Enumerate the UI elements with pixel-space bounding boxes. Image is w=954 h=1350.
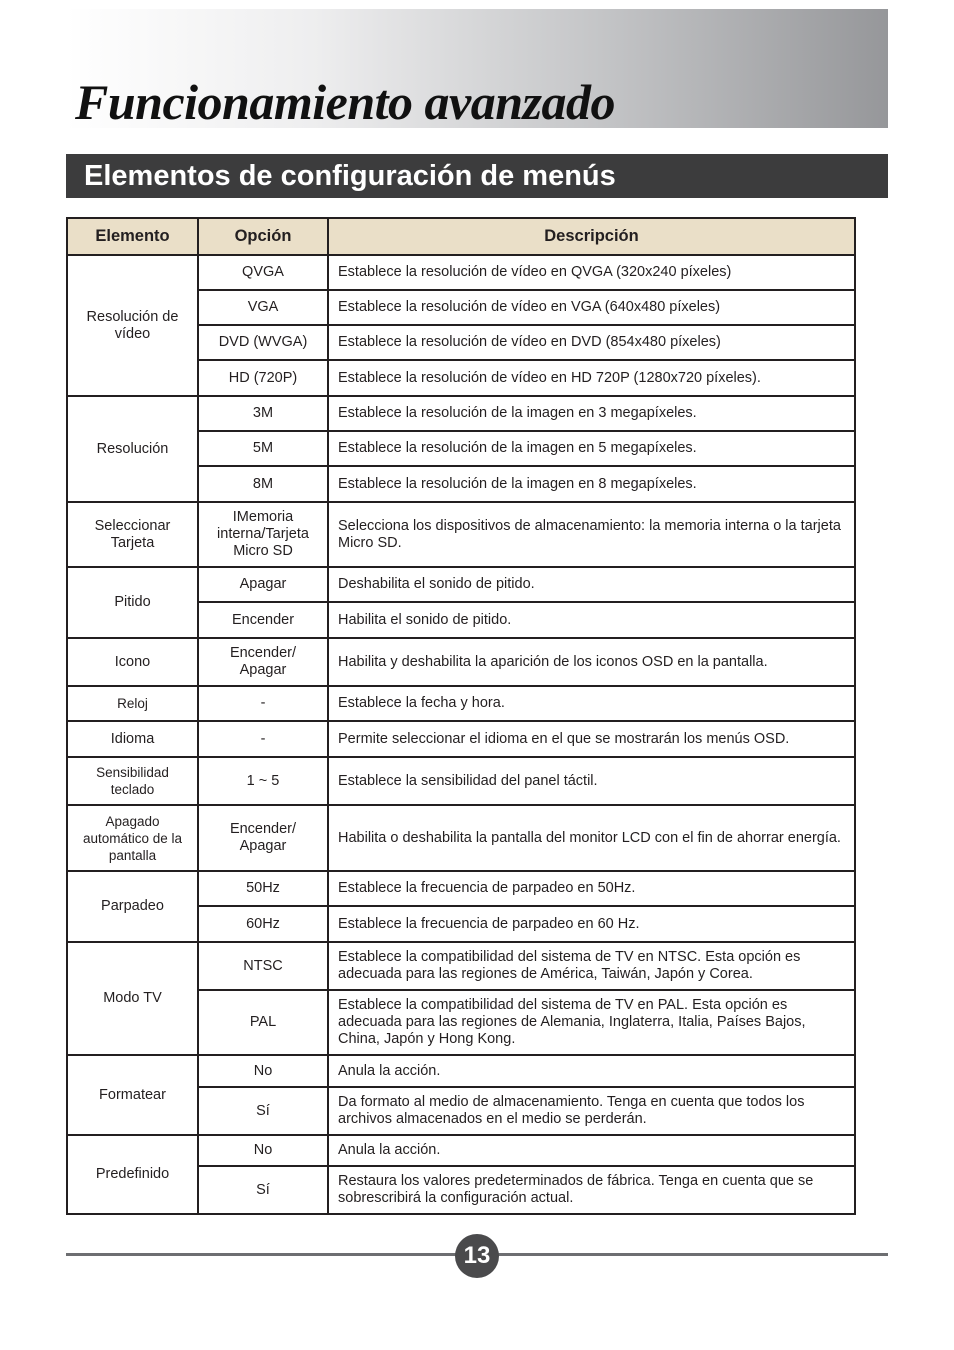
table-row	[67, 871, 855, 906]
option-cell: Apagar	[198, 567, 328, 602]
description-cell: Establece la resolución de la imagen en 3 megapíxeles.	[328, 396, 855, 431]
element-cell: Idioma	[67, 721, 198, 757]
table-row	[67, 1135, 855, 1166]
description-cell: Establece la frecuencia de parpadeo en 50Hz.	[328, 871, 855, 906]
element-cell: Resolución	[67, 396, 198, 502]
option-cell: Encender/ Apagar	[198, 805, 328, 871]
table-row	[67, 396, 855, 431]
option-cell: 5M	[198, 431, 328, 466]
description-cell: Establece la resolución de vídeo en HD 720P (1280x720 píxeles).	[328, 360, 855, 396]
table-row	[67, 638, 855, 686]
description-cell: Establece la compatibilidad del sistema de TV en NTSC. Esta opción es adecuada para las regiones de América, Taiwán, Japón y Corea.	[328, 942, 855, 990]
header-option: Opción	[198, 218, 328, 255]
option-cell: HD (720P)	[198, 360, 328, 396]
element-cell: Resolución de vídeo	[67, 255, 198, 396]
table-row	[67, 757, 855, 805]
option-cell: 60Hz	[198, 906, 328, 942]
option-cell: Encender/ Apagar	[198, 638, 328, 686]
description-cell: Anula la acción.	[328, 1055, 855, 1087]
description-cell: Establece la compatibilidad del sistema de TV en PAL. Esta opción es adecuada para las regiones de Alemania, Inglaterra, Italia, Países Bajos, China, Japón y Hong Kong.	[328, 990, 855, 1055]
option-cell: -	[198, 721, 328, 757]
description-cell: Establece la resolución de vídeo en VGA (640x480 píxeles)	[328, 290, 855, 325]
description-cell: Establece la resolución de vídeo en DVD (854x480 píxeles)	[328, 325, 855, 360]
option-cell: 3M	[198, 396, 328, 431]
option-cell: DVD (WVGA)	[198, 325, 328, 360]
option-cell: NTSC	[198, 942, 328, 990]
element-cell: Apagado automático de la pantalla	[67, 805, 198, 871]
element-cell: Modo TV	[67, 942, 198, 1055]
description-cell: Establece la resolución de vídeo en QVGA (320x240 píxeles)	[328, 255, 855, 290]
section-title: Elementos de configuración de menús	[84, 160, 616, 192]
option-cell: No	[198, 1135, 328, 1166]
option-cell: 8M	[198, 466, 328, 502]
description-cell: Establece la fecha y hora.	[328, 686, 855, 721]
description-cell: Habilita y deshabilita la aparición de los iconos OSD en la pantalla.	[328, 638, 855, 686]
table-row	[67, 686, 855, 721]
table-header-row	[67, 218, 855, 255]
description-cell: Establece la resolución de la imagen en 8 megapíxeles.	[328, 466, 855, 502]
option-cell: No	[198, 1055, 328, 1087]
element-cell: Icono	[67, 638, 198, 686]
option-cell: Encender	[198, 602, 328, 638]
option-cell: VGA	[198, 290, 328, 325]
menu-settings-table	[66, 217, 856, 1215]
header-description: Descripción	[328, 218, 855, 255]
table-row	[67, 721, 855, 757]
description-cell: Establece la frecuencia de parpadeo en 60 Hz.	[328, 906, 855, 942]
element-cell: Sensibilidad teclado	[67, 757, 198, 805]
option-cell: PAL	[198, 990, 328, 1055]
element-cell: Reloj	[67, 686, 198, 721]
option-cell: Sí	[198, 1087, 328, 1135]
description-cell: Establece la sensibilidad del panel táctil.	[328, 757, 855, 805]
table-row	[67, 255, 855, 290]
description-cell: Selecciona los dispositivos de almacenamiento: la memoria interna o la tarjeta Micro SD.	[328, 502, 855, 567]
description-cell: Deshabilita el sonido de pitido.	[328, 567, 855, 602]
description-cell: Da formato al medio de almacenamiento. Tenga en cuenta que todos los archivos almacenados en el medio se perderán.	[328, 1087, 855, 1135]
table-row	[67, 1055, 855, 1087]
page-number: 13	[455, 1234, 499, 1278]
page-title: Funcionamiento avanzado	[75, 74, 615, 130]
table-row	[67, 502, 855, 567]
option-cell: Sí	[198, 1166, 328, 1214]
element-cell: Seleccionar Tarjeta	[67, 502, 198, 567]
description-cell: Restaura los valores predeterminados de fábrica. Tenga en cuenta que se sobrescribirá la configuración actual.	[328, 1166, 855, 1214]
description-cell: Habilita el sonido de pitido.	[328, 602, 855, 638]
element-cell: Parpadeo	[67, 871, 198, 942]
table-row	[67, 805, 855, 871]
option-cell: IMemoria interna/Tarjeta Micro SD	[198, 502, 328, 567]
table-row	[67, 942, 855, 990]
option-cell: 1 ~ 5	[198, 757, 328, 805]
description-cell: Habilita o deshabilita la pantalla del monitor LCD con el fin de ahorrar energía.	[328, 805, 855, 871]
element-cell: Pitido	[67, 567, 198, 638]
element-cell: Formatear	[67, 1055, 198, 1135]
description-cell: Anula la acción.	[328, 1135, 855, 1166]
option-cell: 50Hz	[198, 871, 328, 906]
option-cell: QVGA	[198, 255, 328, 290]
header-element: Elemento	[67, 218, 198, 255]
option-cell: -	[198, 686, 328, 721]
element-cell: Predefinido	[67, 1135, 198, 1214]
table-row	[67, 567, 855, 602]
description-cell: Establece la resolución de la imagen en 5 megapíxeles.	[328, 431, 855, 466]
description-cell: Permite seleccionar el idioma en el que se mostrarán los menús OSD.	[328, 721, 855, 757]
